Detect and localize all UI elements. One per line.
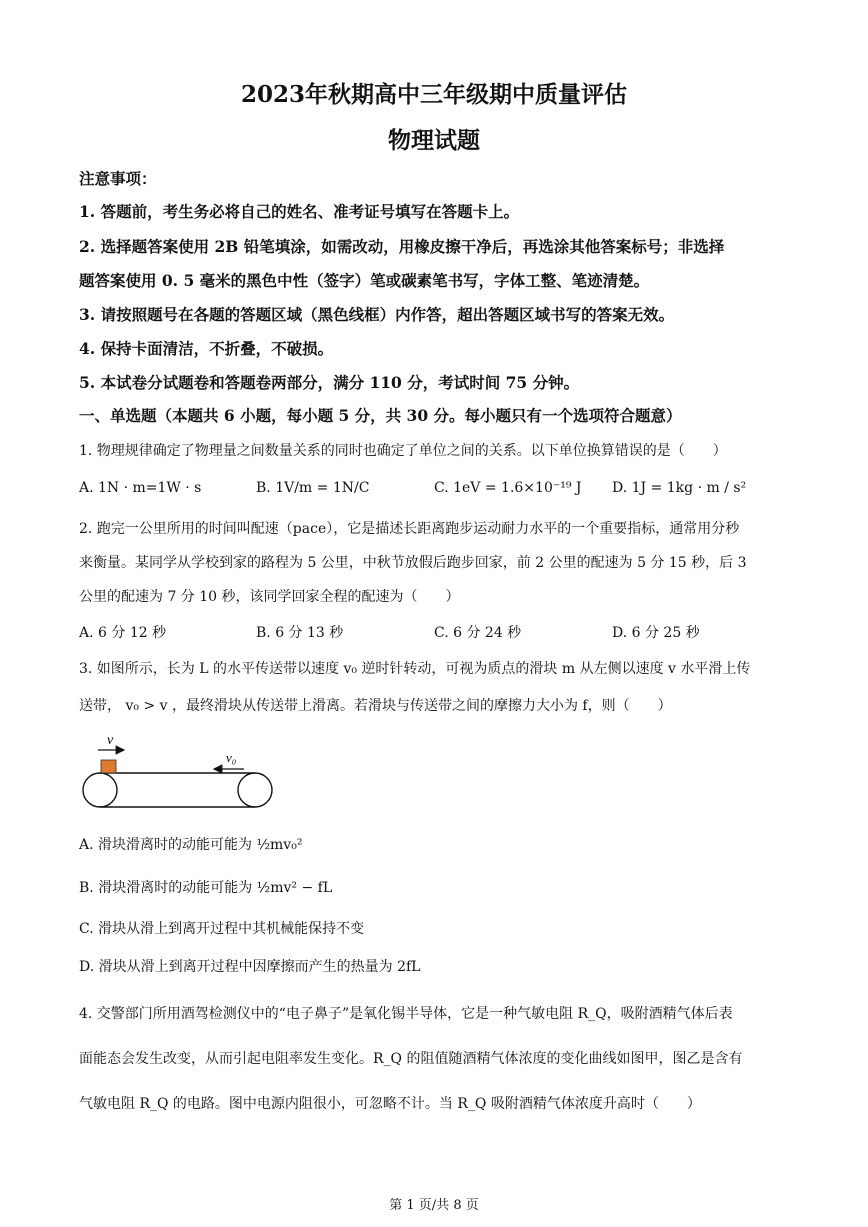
notice-heading: 注意事项： [79, 169, 157, 188]
notice-item: 1. 答题前，考生务必将自己的姓名、准考证号填写在答题卡上。 [79, 202, 520, 221]
conveyor-belt-figure [78, 728, 278, 813]
notice-item: 4. 保持卡面清洁，不折叠，不破损。 [79, 339, 334, 358]
left-pulley [83, 773, 117, 807]
question-3-line: 3. 如图所示，长为 L 的水平传送带以速度 v₀ 逆时针转动，可视为质点的滑块 m 从左侧以速度 v 水平滑上传 [79, 661, 751, 677]
notice-item: 3. 请按照题号在各题的答题区域（黑色线框）内作答，超出答题区域书写的答案无效。 [79, 305, 675, 324]
question-4-line: 面能态会发生改变，从而引起电阻率发生变化。R_Q 的阻值随酒精气体浓度的变化曲线如图甲，图乙是含有 [79, 1051, 743, 1067]
question-2-line: 2. 跑完一公里所用的时间叫配速（pace），它是描述长距离跑步运动耐力水平的一个重要指标，通常用分秒 [79, 521, 740, 537]
q3-option-b: B. 滑块滑离时的动能可能为 ½mv² − fL [79, 880, 333, 896]
notice-item: 题答案使用 0. 5 毫米的黑色中性（签字）笔或碳素笔书写，字体工整、笔迹清楚。 [79, 271, 650, 290]
q2-option-a: A. 6 分 12 秒 [79, 625, 167, 641]
q2-option-c: C. 6 分 24 秒 [434, 625, 522, 641]
q3-option-d: D. 滑块从滑上到离开过程中因摩擦而产生的热量为 2fL [79, 959, 421, 975]
right-pulley [238, 773, 272, 807]
q1-option-a: A. 1N · m=1W · s [79, 480, 202, 496]
q2-option-d: D. 6 分 25 秒 [612, 625, 700, 641]
q1-option-c: C. 1eV = 1.6×10⁻¹⁹ J [434, 480, 582, 496]
velocity-v0-label: v₀ [226, 750, 237, 765]
velocity-v-label: v [107, 733, 114, 748]
question-1-stem: 1. 物理规律确定了物理量之间数量关系的同时也确定了单位之间的关系。以下单位换算错误的是（ ） [79, 443, 727, 459]
notice-item: 5. 本试卷分试题卷和答题卷两部分，满分 110 分，考试时间 75 分钟。 [79, 373, 580, 392]
q3-option-c: C. 滑块从滑上到离开过程中其机械能保持不变 [79, 921, 365, 937]
slider-block [101, 760, 116, 773]
question-2-line: 来衡量。某同学从学校到家的路程为 5 公里，中秋节放假后跑步回家，前 2 公里的配速为 5 分 15 秒，后 3 [79, 555, 747, 571]
q1-option-b: B. 1V/m = 1N/C [256, 480, 370, 496]
q3-option-a: A. 滑块滑离时的动能可能为 ½mv₀² [79, 837, 303, 853]
question-2-line: 公里的配速为 7 分 10 秒，该同学回家全程的配速为（ ） [79, 589, 460, 605]
question-3-line: 送带， v₀ > v ，最终滑块从传送带上滑离。若滑块与传送带之间的摩擦力大小为 f，则（ ） [79, 698, 672, 714]
exam-title: 2023年秋期高中三年级期中质量评估 [240, 81, 627, 108]
section-heading: 一、单选题（本题共 6 小题，每小题 5 分，共 30 分。每小题只有一个选项符合题意） [79, 406, 682, 425]
q2-option-b: B. 6 分 13 秒 [256, 625, 344, 641]
question-4-line: 4. 交警部门所用酒驾检测仪中的“电子鼻子”是氧化锡半导体，它是一种气敏电阻 R_Q，吸附酒精气体后表 [79, 1006, 733, 1022]
notice-item: 2. 选择题答案使用 2B 铅笔填涂，如需改动，用橡皮擦干净后，再选涂其他答案标号；非选择 [79, 237, 725, 256]
page-number: 第 1 页/共 8 页 [389, 1198, 479, 1213]
question-4-line: 气敏电阻 R_Q 的电路。图中电源内阻很小，可忽略不计。当 R_Q 吸附酒精气体浓度升高时（ ） [79, 1096, 701, 1112]
q1-option-d: D. 1J = 1kg · m / s² [612, 480, 747, 496]
exam-subtitle: 物理试题 [388, 127, 480, 154]
